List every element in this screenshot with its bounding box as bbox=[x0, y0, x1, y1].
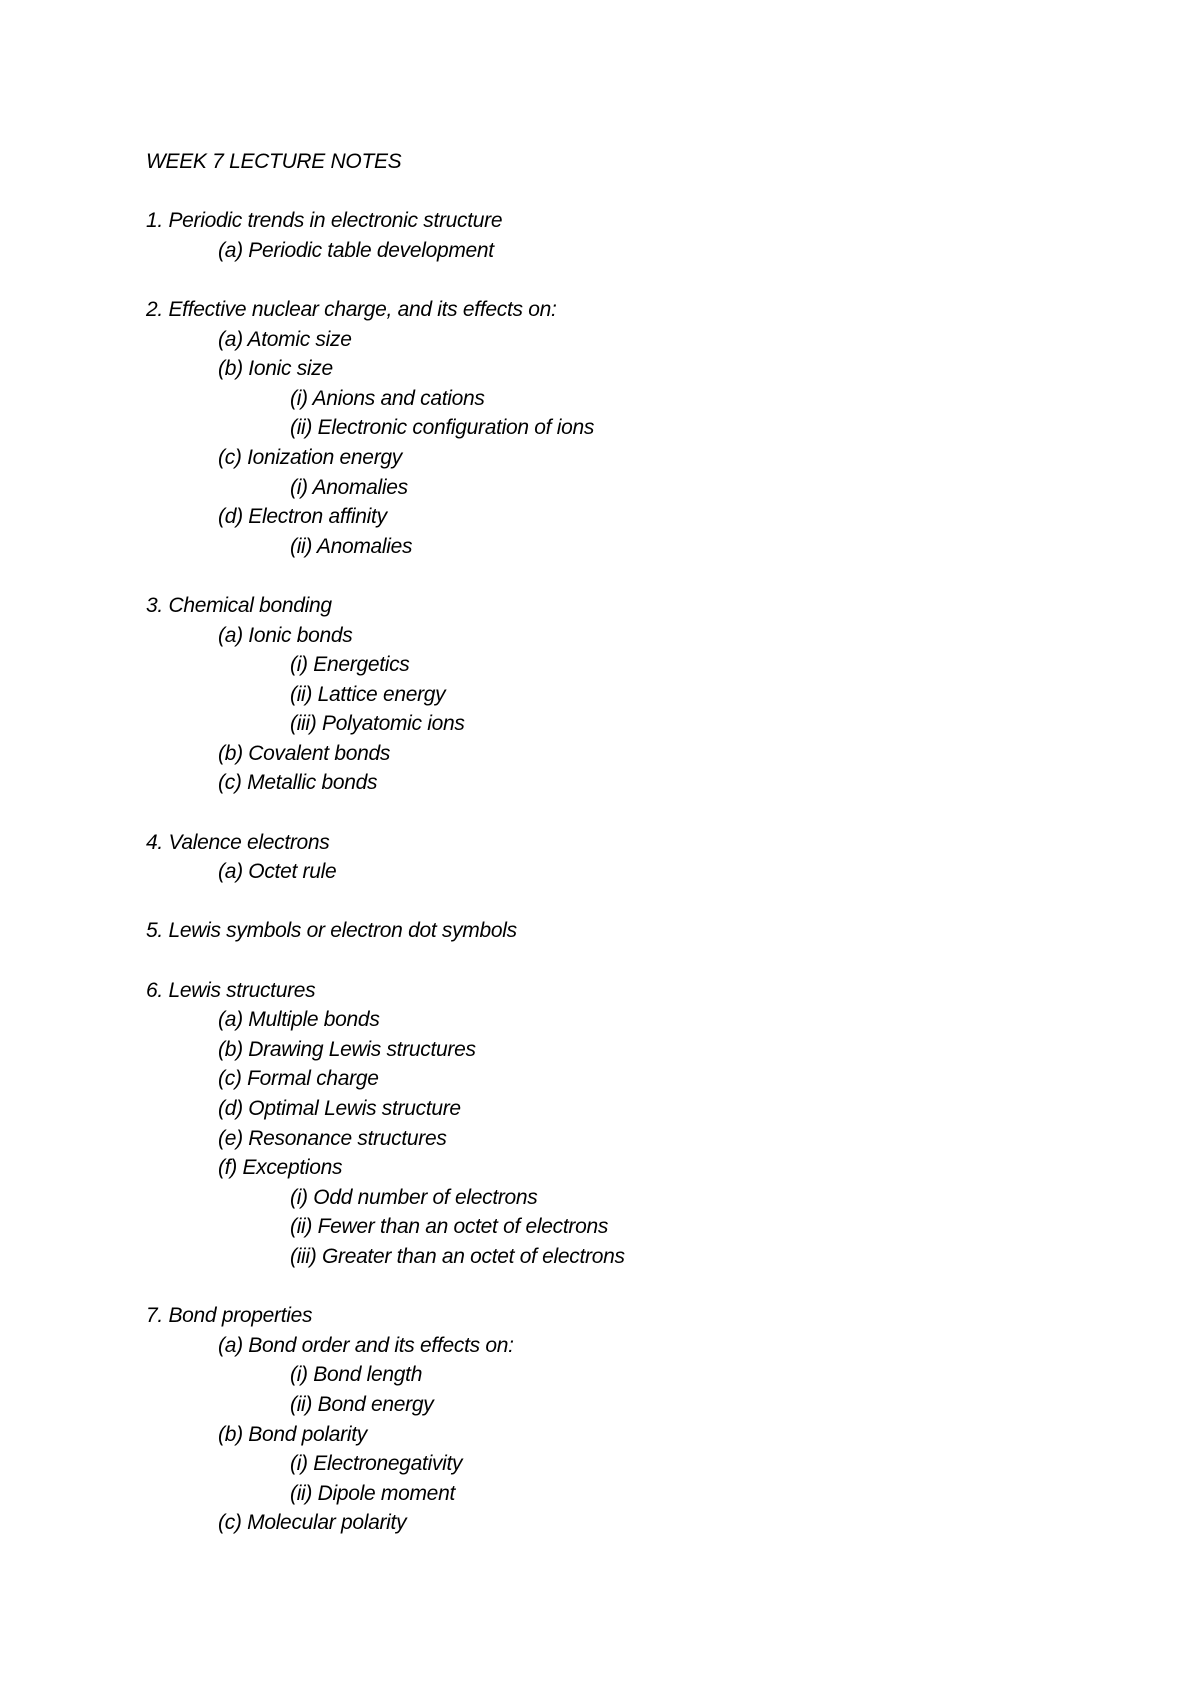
outline-subitem: (i) Anions and cations bbox=[290, 386, 485, 410]
outline-item: (a) Octet rule bbox=[218, 860, 337, 884]
outline-item: (c) Molecular polarity bbox=[218, 1511, 407, 1535]
outline-item: (b) Covalent bonds bbox=[218, 741, 391, 765]
outline-item: (c) Formal charge bbox=[218, 1067, 379, 1091]
outline-subitem: (i) Energetics bbox=[290, 653, 410, 677]
outline-item: (a) Multiple bonds bbox=[218, 1008, 380, 1032]
outline-item: (d) Optimal Lewis structure bbox=[218, 1097, 461, 1120]
section-spacer bbox=[146, 1272, 1106, 1302]
outline-item: (a) Bond order and its effects on: bbox=[218, 1333, 514, 1357]
section-spacer bbox=[146, 561, 1106, 591]
section-heading: 7. Bond properties bbox=[146, 1304, 313, 1328]
outline-sections bbox=[146, 177, 1106, 1538]
section-spacer bbox=[146, 798, 1106, 828]
section-spacer bbox=[146, 946, 1106, 976]
outline-item: (c) Metallic bonds bbox=[218, 771, 378, 795]
outline-subitem: (i) Anomalies bbox=[290, 475, 408, 499]
outline-subitem: (i) Electronegativity bbox=[290, 1452, 463, 1476]
outline-subitem: (ii) Bond energy bbox=[290, 1392, 434, 1416]
section-spacer bbox=[146, 265, 1106, 295]
section-heading: 4. Valence electrons bbox=[146, 830, 330, 854]
outline-item: (f) Exceptions bbox=[218, 1156, 343, 1180]
page-title: WEEK 7 LECTURE NOTES bbox=[146, 150, 402, 173]
outline-subitem: (ii) Fewer than an octet of electrons bbox=[290, 1215, 609, 1239]
outline-item: (d) Electron affinity bbox=[218, 505, 387, 529]
section-heading: 5. Lewis symbols or electron dot symbols bbox=[146, 919, 517, 943]
outline-item: (c) Ionization energy bbox=[218, 445, 402, 469]
outline-item: (a) Atomic size bbox=[218, 327, 352, 351]
outline-item: (e) Resonance structures bbox=[218, 1126, 447, 1150]
section-spacer bbox=[146, 177, 1106, 207]
outline-subitem: (iii) Greater than an octet of electrons bbox=[290, 1244, 625, 1268]
outline-subitem: (ii) Dipole moment bbox=[290, 1481, 455, 1505]
outline-item: (b) Drawing Lewis structures bbox=[218, 1037, 476, 1061]
outline-subitem: (ii) Electronic configuration of ions bbox=[290, 416, 595, 440]
outline-item: (b) Bond polarity bbox=[218, 1422, 367, 1446]
outline-subitem: (ii) Anomalies bbox=[290, 534, 413, 558]
section-heading: 3. Chemical bonding bbox=[146, 593, 332, 617]
outline-item: (b) Ionic size bbox=[218, 357, 333, 381]
lecture-notes-content bbox=[146, 147, 1106, 1538]
outline-item: (a) Periodic table development bbox=[218, 238, 494, 262]
section-heading: 6. Lewis structures bbox=[146, 978, 316, 1002]
outline-subitem: (i) Odd number of electrons bbox=[290, 1185, 538, 1209]
outline-item: (a) Ionic bonds bbox=[218, 623, 353, 647]
section-spacer bbox=[146, 887, 1106, 917]
outline-subitem: (iii) Polyatomic ions bbox=[290, 712, 465, 736]
section-heading: 1. Periodic trends in electronic structure bbox=[146, 209, 503, 233]
outline-subitem: (ii) Lattice energy bbox=[290, 682, 446, 706]
section-heading: 2. Effective nuclear charge, and its effects on: bbox=[146, 297, 557, 321]
outline-subitem: (i) Bond length bbox=[290, 1363, 423, 1387]
